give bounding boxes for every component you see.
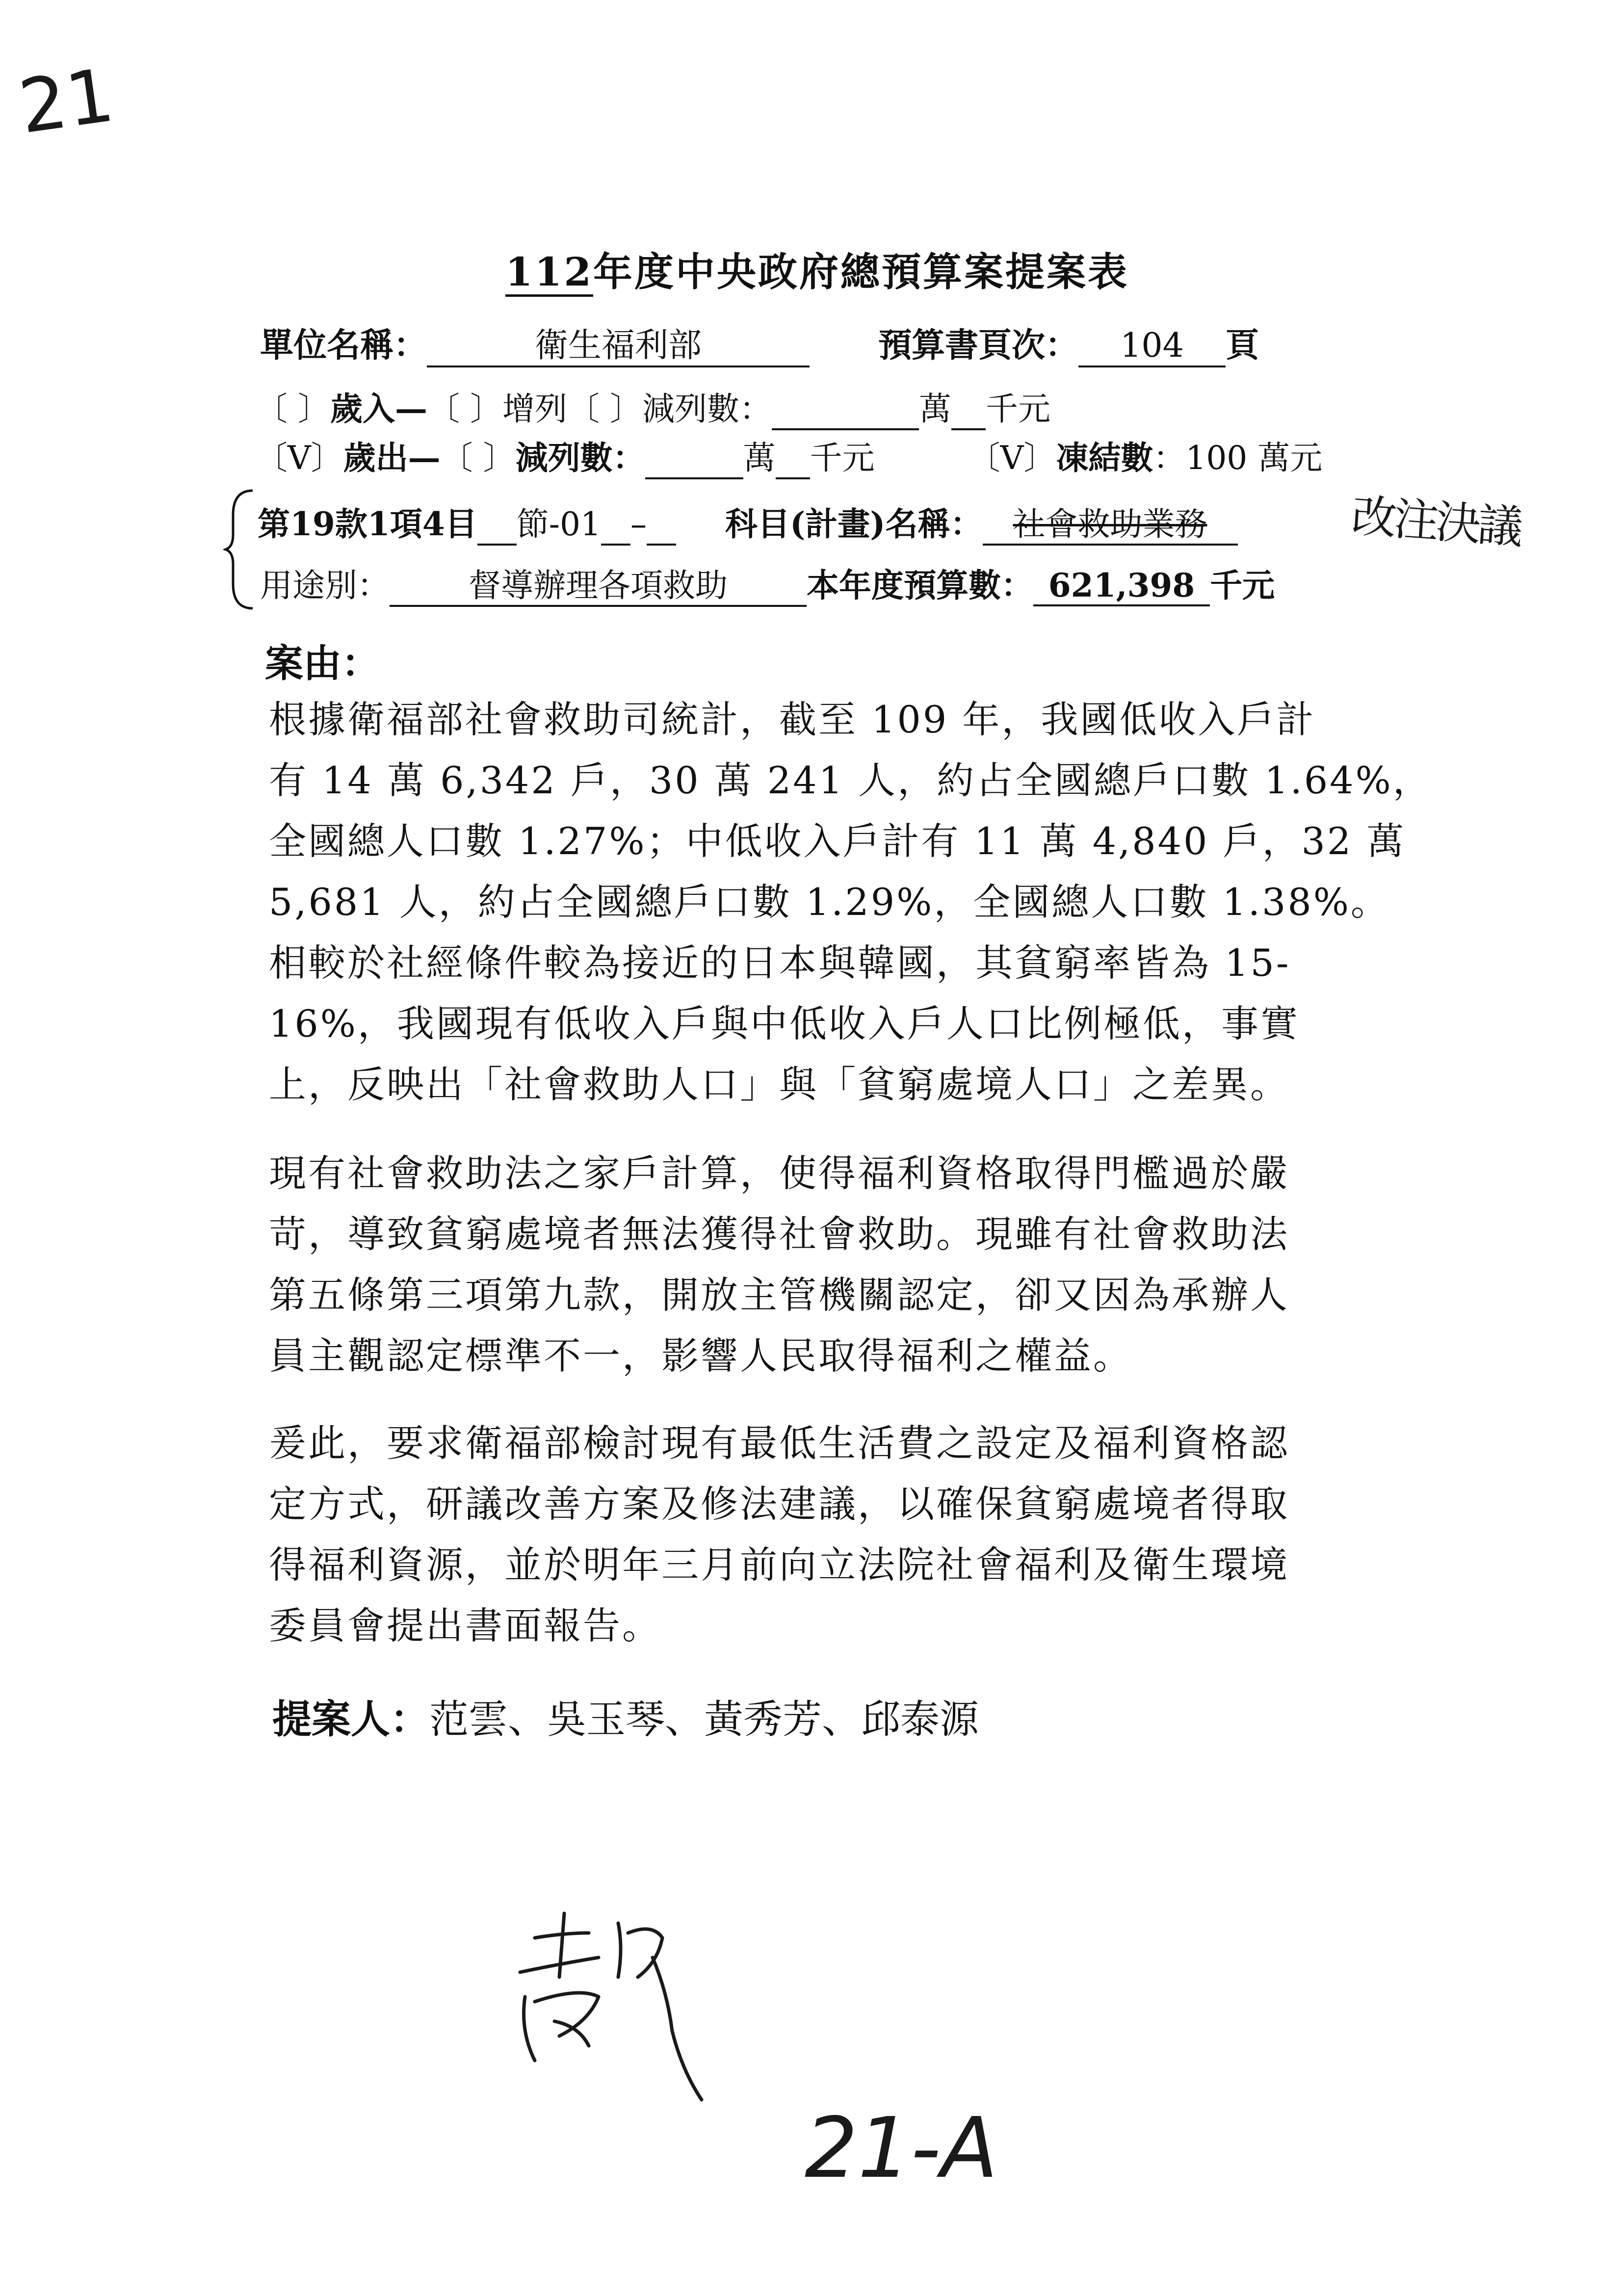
paragraph-line: 16%，我國現有低收入戶與中低收入戶人口比例極低，事實 bbox=[269, 1002, 1300, 1045]
paragraph-line: 得福利資源，並於明年三月前向立法院社會福利及衛生環境 bbox=[269, 1543, 1289, 1587]
paragraph-line: 相較於社經條件較為接近的日本與韓國，其貧窮率皆為 15- bbox=[269, 941, 1291, 985]
budget-value: 621,398 bbox=[1033, 569, 1210, 606]
kuan-prefix: 第 bbox=[258, 505, 290, 543]
paragraph-line: 有 14 萬 6,342 戶，30 萬 241 人，約占全國總戶口數 1.64%， bbox=[269, 758, 1432, 802]
subject-value: 社會救助業務 bbox=[983, 508, 1238, 546]
paragraph-line: 全國總人口數 1.27%；中低收入戶計有 11 萬 4,840 戶，32 萬 bbox=[269, 819, 1406, 863]
paragraph-line: 上，反映出「社會救助人口」與「貧窮處境人口」之差異。 bbox=[269, 1063, 1289, 1106]
budget-unit: 千元 bbox=[1210, 566, 1275, 604]
expense-qian-blank bbox=[776, 442, 810, 479]
proposers bbox=[272, 1688, 979, 1744]
freeze-value: ：100 萬元 bbox=[1153, 439, 1323, 477]
decrease-checkbox: 〔 〕 bbox=[567, 390, 642, 428]
paragraph-line: 定方式，研議改善方案及修法建議，以確保貧窮處境者得取 bbox=[269, 1482, 1289, 1526]
reason-heading: 案由： bbox=[265, 641, 380, 686]
jie-blank-2 bbox=[647, 508, 676, 546]
revenue-label: 歲入— bbox=[330, 390, 427, 428]
jie-dash: – bbox=[630, 505, 647, 543]
expense-checkbox: 〔V〕 bbox=[255, 439, 343, 477]
jie-blank bbox=[601, 508, 630, 546]
paragraph-1 bbox=[269, 689, 1432, 1115]
proposers-label: 提案人： bbox=[272, 1696, 429, 1742]
paragraph-2 bbox=[269, 1143, 1289, 1386]
title-text: 年度中央政府總預算案提案表 bbox=[593, 249, 1129, 295]
kuan-number: 19 bbox=[290, 505, 335, 543]
paragraph-line: 第五條第三項第九款，開放主管機關認定，卻又因為承辦人 bbox=[269, 1273, 1289, 1317]
page-ref-label: 預算書頁次： bbox=[878, 326, 1079, 365]
xiang-number: 1 bbox=[367, 505, 390, 543]
expense-wan: 萬 bbox=[743, 439, 776, 477]
corner-handwritten-number: 21 bbox=[14, 52, 119, 151]
proposers-names: 范雲、吳玉琴、黃秀芳、邱泰源 bbox=[429, 1696, 979, 1742]
revenue-qian: 千元 bbox=[985, 390, 1050, 428]
expense-wan-blank bbox=[645, 442, 743, 479]
title-year: 112 bbox=[505, 252, 593, 297]
expense-label: 歲出— bbox=[343, 439, 441, 477]
jie-label: 節-01 bbox=[516, 505, 602, 543]
freeze-checkbox: 〔V〕 bbox=[968, 439, 1056, 477]
subject-label: 科目(計畫)名稱： bbox=[725, 505, 983, 543]
handwritten-correction: 改注決議 bbox=[1350, 490, 1522, 554]
paragraph-line: 員主觀認定標準不一，影響人民取得福利之權益。 bbox=[269, 1334, 1132, 1378]
xiang-label: 項 bbox=[390, 505, 422, 543]
page-ref-row bbox=[878, 319, 1259, 367]
page-ref-value: 104 bbox=[1078, 329, 1226, 367]
usage-label: 用途別： bbox=[260, 567, 390, 604]
revenue-wan-blank bbox=[772, 393, 919, 430]
unit-value: 衛生福利部 bbox=[427, 329, 810, 367]
expense-qian: 千元 bbox=[810, 439, 875, 477]
increase-label: 增列 bbox=[502, 390, 567, 428]
mu-blank bbox=[477, 508, 517, 546]
paragraph-line: 5,681 人，約占全國總戶口數 1.29%，全國總人口數 1.38%。 bbox=[269, 880, 1390, 924]
revenue-wan: 萬 bbox=[918, 390, 951, 428]
revenue-row bbox=[255, 383, 1050, 430]
usage-row bbox=[260, 559, 1275, 607]
page-ref-suffix: 頁 bbox=[1226, 326, 1259, 365]
revenue-qian-blank bbox=[951, 393, 986, 430]
paragraph-line: 根據衛福部社會救助司統計，截至 109 年，我國低收入戶計 bbox=[269, 698, 1316, 741]
bottom-handwritten-mark: 21-A bbox=[805, 2100, 998, 2197]
decrease-label: 減列數： bbox=[642, 390, 772, 428]
paragraph-line: 委員會提出書面報告。 bbox=[269, 1604, 661, 1647]
mu-number: 4 bbox=[422, 505, 445, 543]
unit-row bbox=[260, 319, 810, 367]
freeze-label: 凍結數 bbox=[1056, 439, 1153, 477]
mu-label: 目 bbox=[445, 505, 477, 543]
expense-decrease-checkbox: 〔 〕 bbox=[440, 439, 516, 477]
paragraph-line: 爰此，要求衛福部檢討現有最低生活費之設定及福利資格認 bbox=[269, 1421, 1289, 1465]
usage-value: 督導辦理各項救助 bbox=[390, 570, 807, 607]
expense-decrease-label: 減列數： bbox=[515, 439, 645, 477]
paragraph-3 bbox=[269, 1413, 1289, 1656]
revenue-checkbox: 〔 〕 bbox=[255, 390, 330, 428]
kuan-label: 款 bbox=[335, 505, 367, 543]
increase-checkbox: 〔 〕 bbox=[427, 390, 502, 428]
paragraph-line: 苛，導致貧窮處境者無法獲得社會救助。現雖有社會救助法 bbox=[269, 1212, 1289, 1256]
unit-label: 單位名稱： bbox=[260, 326, 427, 365]
signature bbox=[505, 1904, 731, 2129]
page-title bbox=[505, 240, 1129, 297]
budget-label: 本年度預算數： bbox=[807, 566, 1033, 604]
section-row bbox=[258, 498, 1238, 546]
paragraph-line: 現有社會救助法之家戶計算，使得福利資格取得門檻過於嚴 bbox=[269, 1151, 1289, 1195]
left-brace bbox=[223, 486, 258, 613]
expense-row bbox=[255, 432, 1322, 479]
